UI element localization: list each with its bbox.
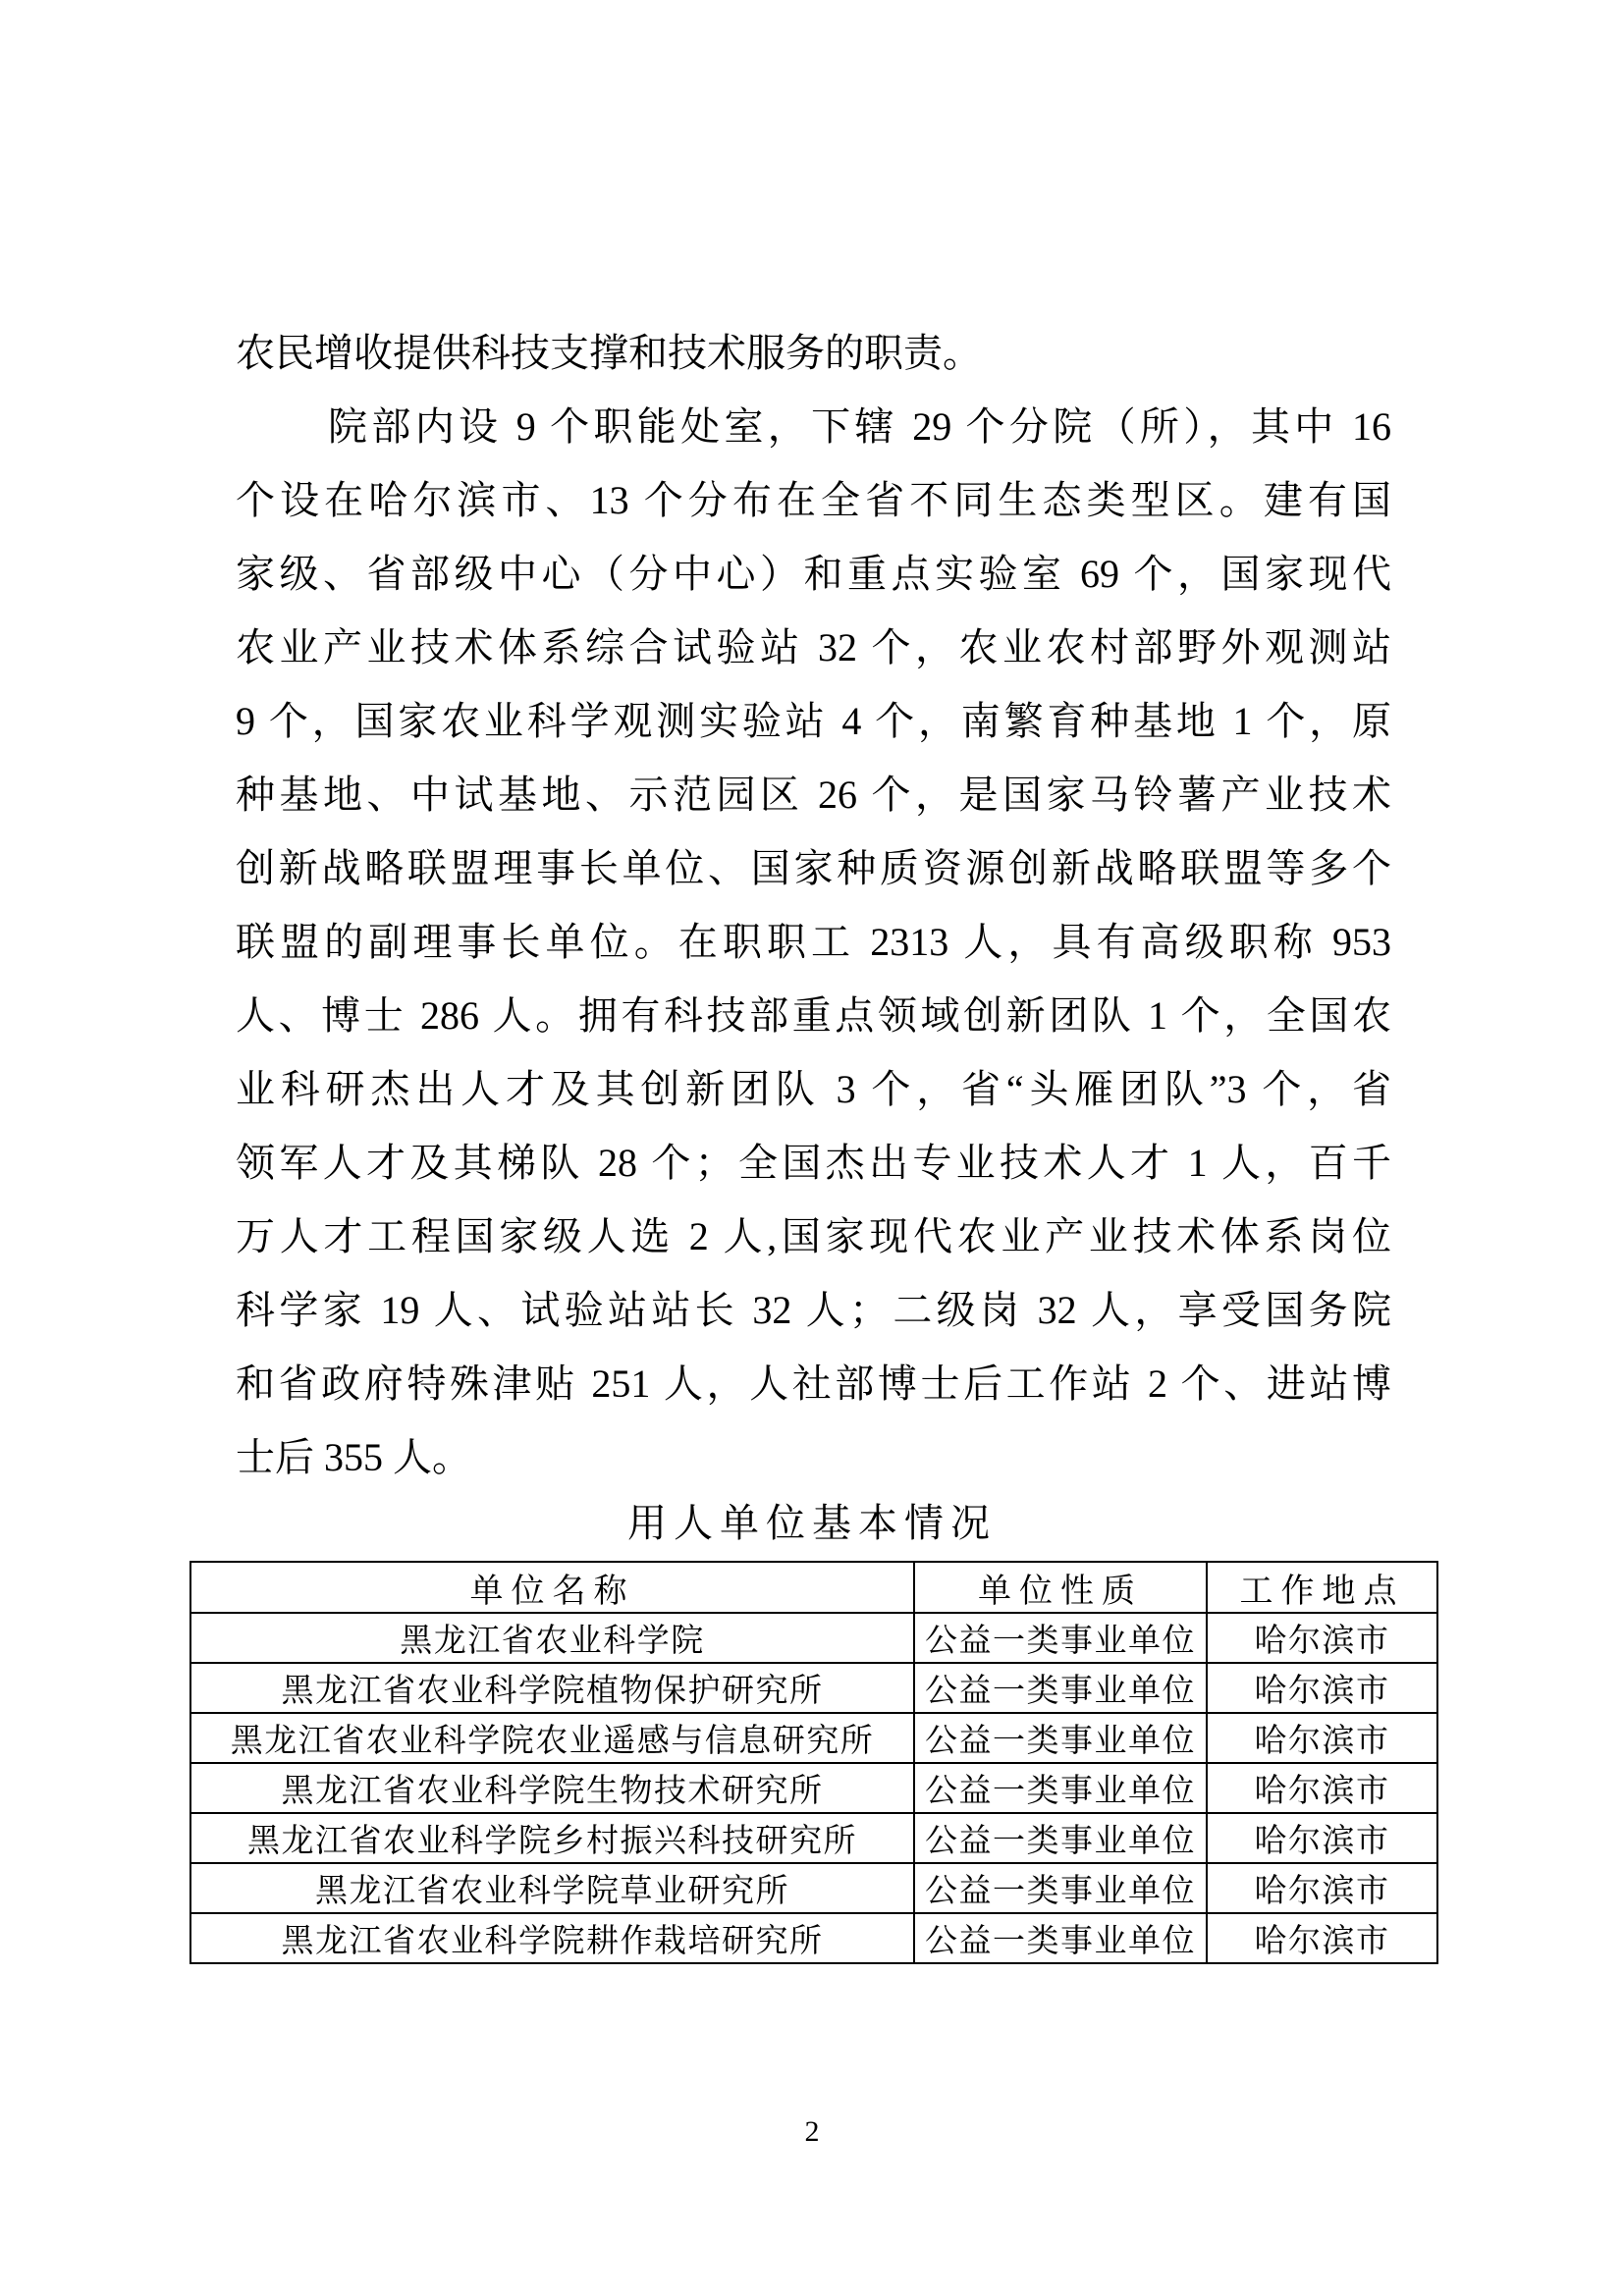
cell-unit-name: 黑龙江省农业科学院 — [190, 1613, 914, 1663]
paragraph-line: 科学家 19 人、试验站站长 32 人；二级岗 32 人，享受国务院 — [236, 1288, 1391, 1332]
header-unit-type: 单位性质 — [914, 1562, 1207, 1613]
cell-unit-type: 公益一类事业单位 — [914, 1713, 1207, 1763]
paragraph-line: 院部内设 9 个职能处室，下辖 29 个分院（所），其中 16 — [328, 404, 1391, 449]
table-row — [190, 1663, 1437, 1713]
paragraph-line: 士后 355 人。 — [236, 1435, 471, 1479]
employers-table — [189, 1561, 1438, 1964]
table-row — [190, 1763, 1437, 1813]
cell-unit-name: 黑龙江省农业科学院耕作栽培研究所 — [190, 1913, 914, 1963]
paragraph-line: 9 个，国家农业科学观测实验站 4 个，南繁育种基地 1 个，原 — [236, 699, 1391, 743]
paragraph-line: 万人才工程国家级人选 2 人,国家现代农业产业技术体系岗位 — [236, 1214, 1391, 1258]
paragraph-line: 业科研杰出人才及其创新团队 3 个，省“头雁团队”3 个，省 — [236, 1067, 1391, 1111]
cell-unit-name: 黑龙江省农业科学院草业研究所 — [190, 1863, 914, 1913]
paragraph-line: 领军人才及其梯队 28 个；全国杰出专业技术人才 1 人，百千 — [236, 1141, 1391, 1185]
cell-unit-type: 公益一类事业单位 — [914, 1663, 1207, 1713]
header-unit-name: 单位名称 — [190, 1562, 914, 1613]
table-title: 用人单位基本情况 — [627, 1501, 997, 1545]
table-row — [190, 1913, 1437, 1963]
cell-unit-type: 公益一类事业单位 — [914, 1913, 1207, 1963]
cell-unit-name: 黑龙江省农业科学院植物保护研究所 — [190, 1663, 914, 1713]
paragraph-line: 和省政府特殊津贴 251 人，人社部博士后工作站 2 个、进站博 — [236, 1362, 1391, 1406]
page-number: 2 — [804, 2115, 820, 2148]
table-header-row — [190, 1562, 1437, 1613]
cell-unit-name: 黑龙江省农业科学院生物技术研究所 — [190, 1763, 914, 1813]
cell-work-location: 哈尔滨市 — [1207, 1763, 1437, 1813]
cell-work-location: 哈尔滨市 — [1207, 1813, 1437, 1863]
paragraph-line: 人、博士 286 人。拥有科技部重点领域创新团队 1 个，全国农 — [236, 993, 1391, 1038]
paragraph-line: 个设在哈尔滨市、13 个分布在全省不同生态类型区。建有国 — [236, 478, 1391, 522]
cell-unit-type: 公益一类事业单位 — [914, 1613, 1207, 1663]
cell-unit-name: 黑龙江省农业科学院乡村振兴科技研究所 — [190, 1813, 914, 1863]
table-row — [190, 1813, 1437, 1863]
cell-unit-type: 公益一类事业单位 — [914, 1813, 1207, 1863]
cell-work-location: 哈尔滨市 — [1207, 1863, 1437, 1913]
paragraph-line: 联盟的副理事长单位。在职职工 2313 人，具有高级职称 953 — [236, 920, 1391, 964]
cell-work-location: 哈尔滨市 — [1207, 1913, 1437, 1963]
paragraph-line: 农业产业技术体系综合试验站 32 个，农业农村部野外观测站 — [236, 625, 1391, 669]
paragraph-line: 种基地、中试基地、示范园区 26 个，是国家马铃薯产业技术 — [236, 773, 1391, 817]
table-row — [190, 1863, 1437, 1913]
paragraph-line: 农民增收提供科技支撑和技术服务的职责。 — [236, 331, 982, 375]
table-row — [190, 1613, 1437, 1663]
cell-unit-type: 公益一类事业单位 — [914, 1763, 1207, 1813]
cell-unit-name: 黑龙江省农业科学院农业遥感与信息研究所 — [190, 1713, 914, 1763]
paragraph-line: 家级、省部级中心（分中心）和重点实验室 69 个，国家现代 — [236, 552, 1391, 596]
cell-work-location: 哈尔滨市 — [1207, 1663, 1437, 1713]
cell-work-location: 哈尔滨市 — [1207, 1713, 1437, 1763]
header-work-location: 工作地点 — [1207, 1562, 1437, 1613]
table-row — [190, 1713, 1437, 1763]
body-paragraphs — [236, 316, 1391, 1494]
paragraph-line: 创新战略联盟理事长单位、国家种质资源创新战略联盟等多个 — [236, 846, 1391, 890]
cell-unit-type: 公益一类事业单位 — [914, 1863, 1207, 1913]
cell-work-location: 哈尔滨市 — [1207, 1613, 1437, 1663]
